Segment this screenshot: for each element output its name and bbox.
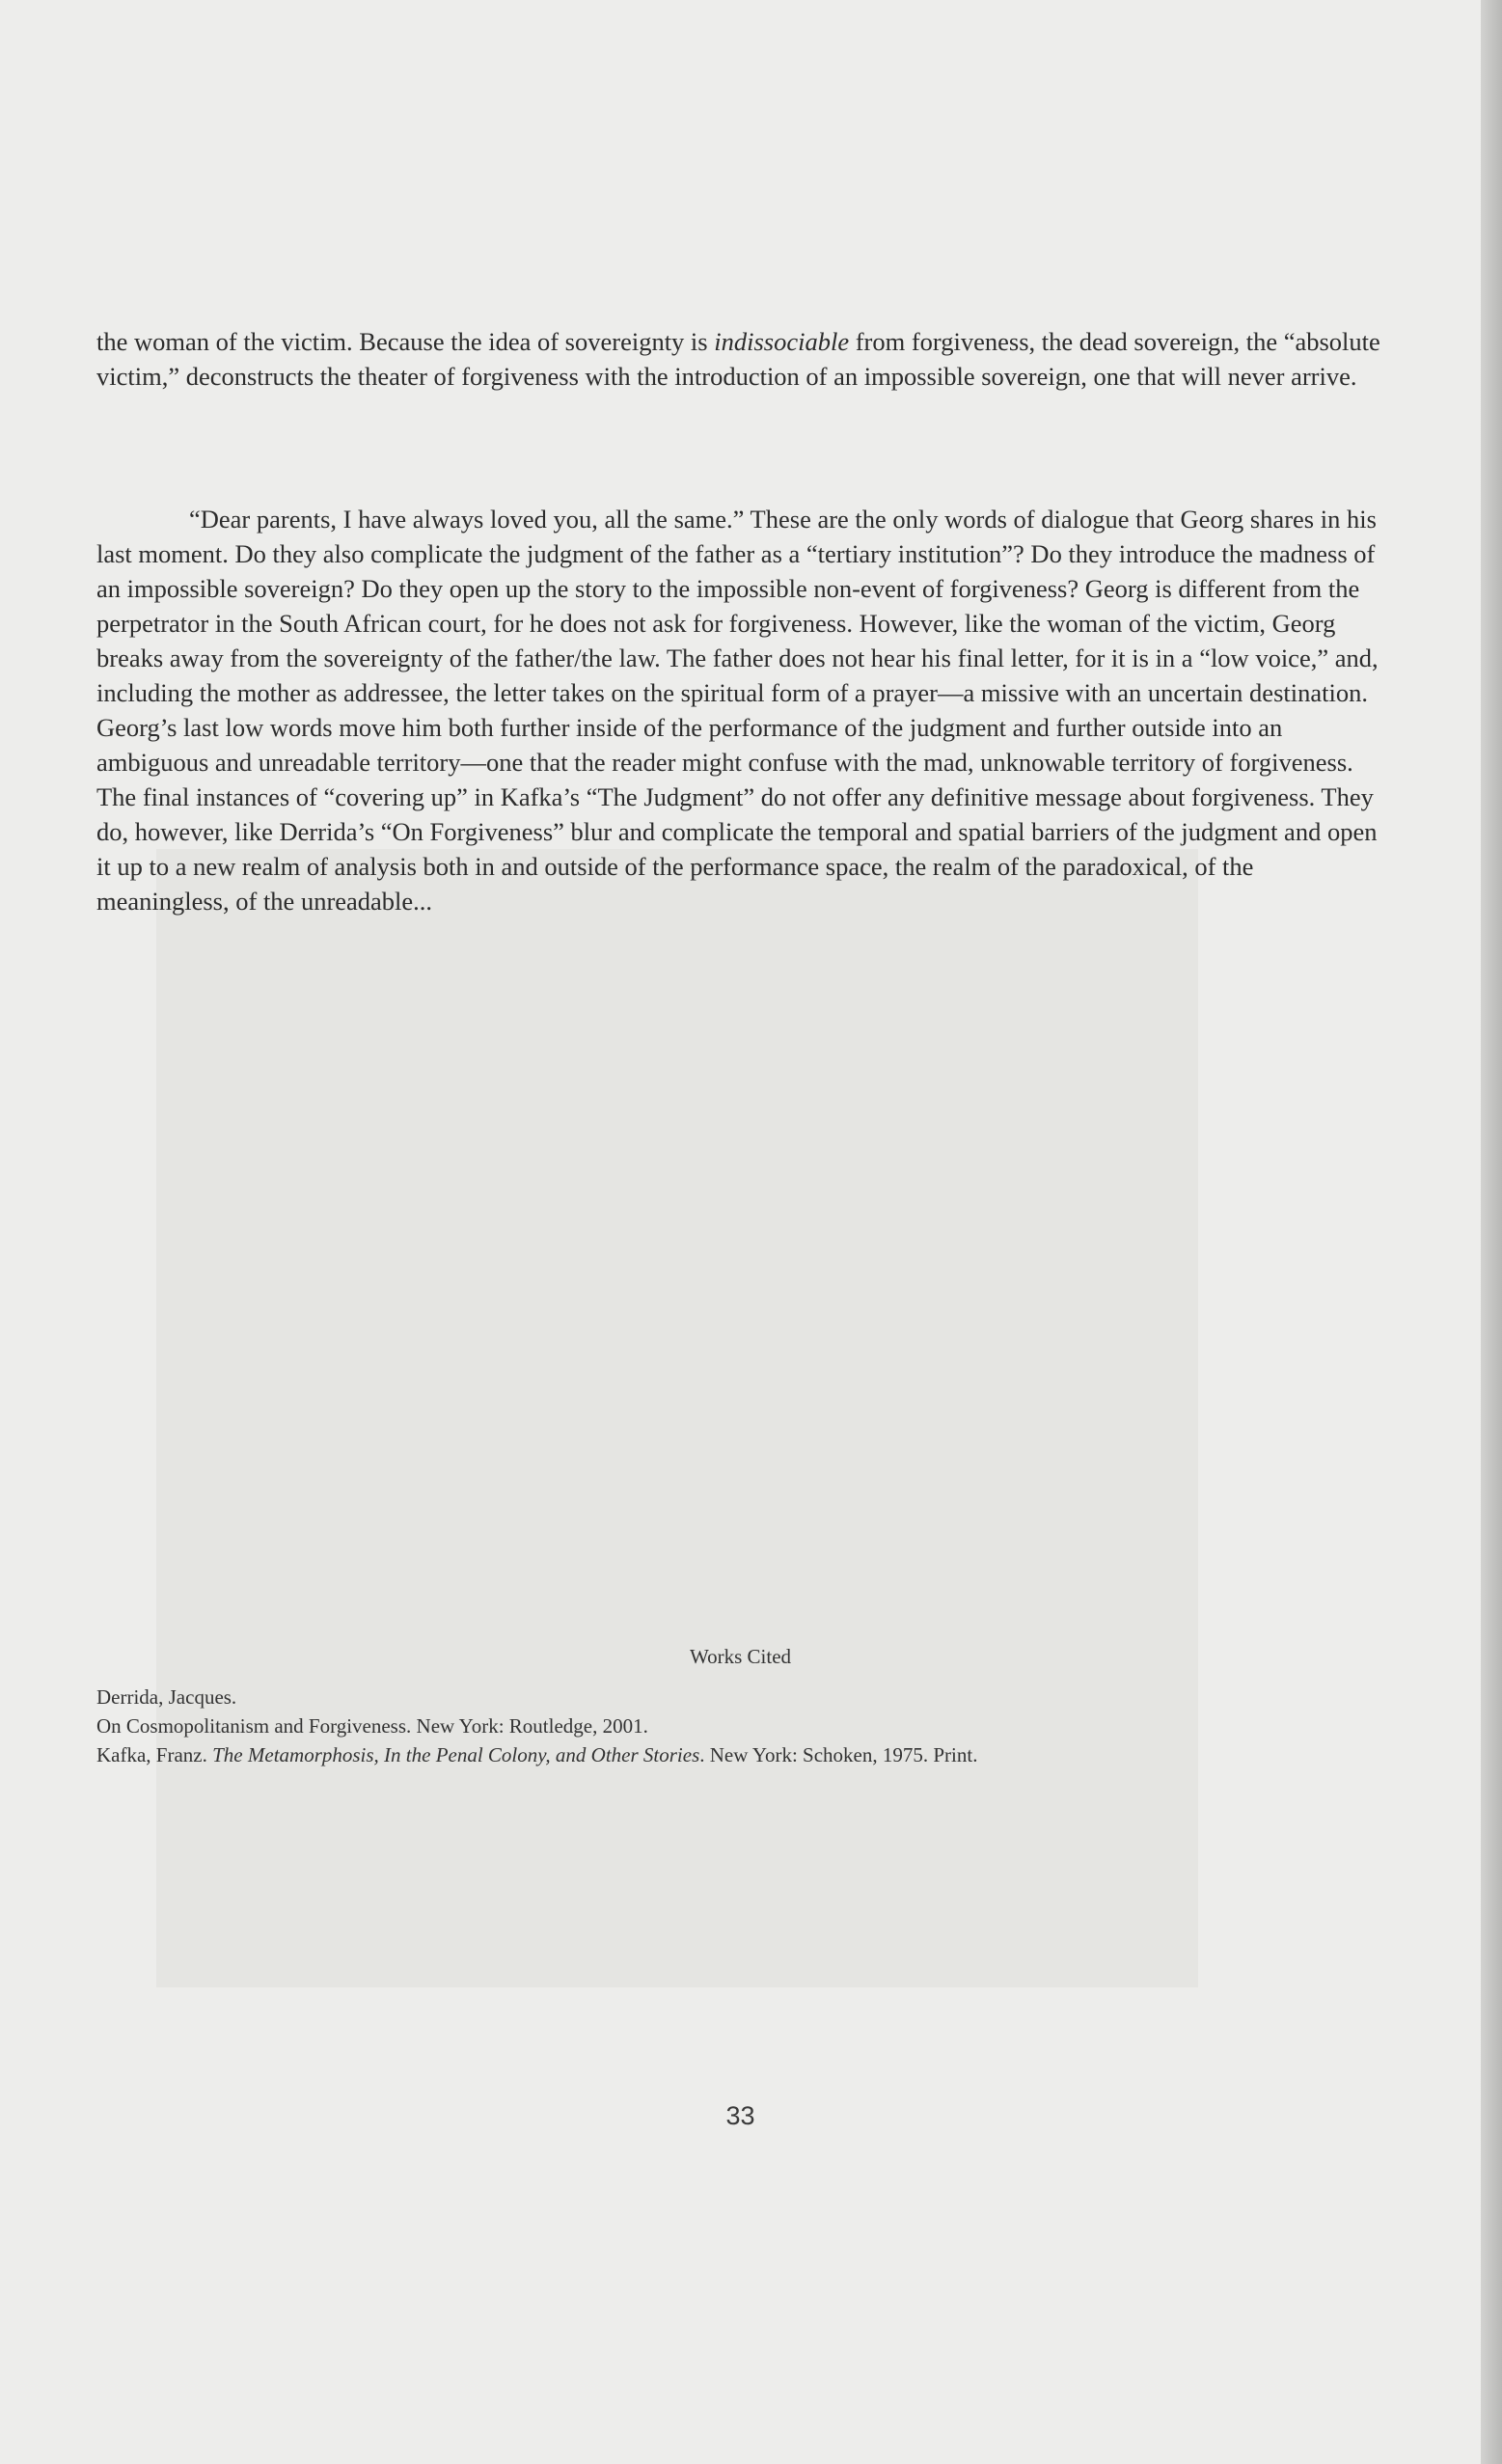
works-cited-heading: Works Cited bbox=[689, 1645, 792, 1668]
page-edge-shadow bbox=[1481, 0, 1502, 2464]
citation-title: The Metamorphosis, In the Penal Colony, and Other Stories bbox=[212, 1743, 700, 1766]
paragraph2-text: “Dear parents, I have always loved you, all the same.” These are the only words of dialogue that Georg shares in his last moment. Do they also complicate the judgment of the father as a “tertiary institution”? Do they introduce the madness of an impossible sovereign? Do they open up the story to the impossible non-event of forgiveness? Georg is different from the perpetrator in the South African court, for he does not ask for forgiveness. However, like the woman of the victim, Georg breaks away from the sovereignty of the father/the law. The father does not hear his final letter, for it is in a “low voice,” and, including the mother as addressee, the letter takes on the spiritual form of a prayer—a missive with an uncertain destination. Georg’s last low words move him both further inside of the performance of the judgment and further outside into an ambiguous and unreadable territory—one that the reader might confuse with the mad, unknowable territory of forgiveness. The final instances of “covering up” in Kafka’s “The Judgment” do not offer any definitive message about forgiveness. They do, however, like Derrida’s “On Forgiveness” blur and complicate the temporal and spatial barriers of the judgment and open it up to a new realm of analysis both in and outside of the performance space, the realm of the paradoxical, of the meaningless, of the unreadable... bbox=[96, 505, 1379, 916]
page-number: 33 bbox=[725, 2101, 755, 2130]
citation-author: Kafka, Franz. bbox=[96, 1743, 213, 1766]
citation-publication: . New York: Schoken, 1975. Print. bbox=[699, 1743, 978, 1766]
paragraph1-text-end: from forgiveness, the dead sovereign, the “absolute victim,” deconstructs the theater of forgiveness with the introduction of an impossible sovereign, one that will never arrive. bbox=[96, 327, 1380, 391]
citation-entry-kafka bbox=[96, 1740, 1389, 1769]
citation-entry: On Cosmopolitanism and Forgiveness. New York: Routledge, 2001. bbox=[96, 1714, 648, 1738]
bleed-through-image bbox=[156, 849, 1198, 1987]
works-cited-list bbox=[96, 1683, 1389, 1769]
paragraph1-text-start: the woman of the victim. Because the idea of sovereignty is bbox=[96, 327, 715, 356]
citation-entry: Derrida, Jacques. bbox=[96, 1685, 237, 1709]
paragraph-continuation bbox=[96, 324, 1389, 394]
paragraph-main bbox=[96, 502, 1389, 918]
paragraph1-italic-word: indissociable bbox=[714, 327, 850, 356]
